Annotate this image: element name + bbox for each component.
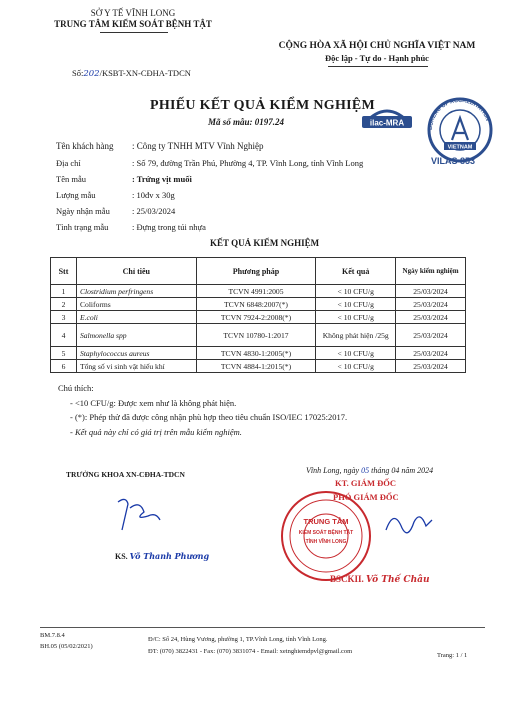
right-signer-prefix: BSCKII.: [330, 574, 364, 584]
column-header: Stt: [51, 258, 77, 285]
left-signer-name: [115, 551, 209, 561]
accreditation-seal: [422, 94, 498, 164]
accreditation-ring-text: BUREAU OF ACCREDITATION: [427, 97, 491, 131]
right-signature: [380, 500, 440, 550]
cell-result: < 10 CFU/g: [316, 298, 396, 311]
column-header: Phương pháp: [196, 258, 316, 285]
cell-parameter: Tổng số vi sinh vật hiếu khí: [76, 360, 196, 373]
right-signer-name: [330, 574, 430, 585]
cell-parameter: Coliforms: [76, 298, 196, 311]
info-label: Tình trạng mẫu: [56, 222, 109, 232]
cell-method: TCVN 4830-1:2005(*): [196, 347, 316, 360]
column-header: Ngày kiểm nghiệm: [396, 258, 466, 285]
cell-method: TCVN 7924-2:2008(*): [196, 311, 316, 324]
cell-date: 25/03/2024: [396, 285, 466, 298]
info-row-customer: [56, 141, 264, 151]
table-header-row: [51, 258, 466, 285]
signing-date: [306, 466, 433, 475]
results-section-title: KẾT QUẢ KIỂM NGHIỆM: [210, 238, 320, 248]
info-label: Địa chỉ: [56, 158, 81, 168]
info-label: Tên khách hàng: [56, 141, 114, 151]
info-value: : Đựng trong túi nhựa: [132, 222, 206, 232]
left-signer-prefix: KS.: [115, 552, 128, 561]
left-signature: [100, 490, 170, 540]
cell-date: 25/03/2024: [396, 347, 466, 360]
department-name: SỞ Y TẾ VĨNH LONG: [90, 8, 176, 18]
cell-method: TCVN 4991:2005: [196, 285, 316, 298]
note-item: - (*): Phép thử đã được công nhận phù hợp theo tiêu chuẩn ISO/IEC 17025:2017.: [70, 412, 348, 422]
cell-parameter: Staphylococcus aureus: [76, 347, 196, 360]
form-version: BH.05 (05/02/2021): [40, 643, 93, 650]
seal-emblem-icon: [452, 118, 468, 140]
cell-parameter: E.coli: [76, 311, 196, 324]
info-label: Ngày nhận mẫu: [56, 206, 110, 216]
cell-result: < 10 CFU/g: [316, 311, 396, 324]
footer-address: Đ/C: Số 24, Hùng Vương, phường 1, TP.Vĩnh Long, tỉnh Vĩnh Long.: [148, 636, 328, 643]
cell-stt: 1: [51, 285, 77, 298]
date-suffix: tháng 04 năm 2024: [371, 466, 434, 475]
document-title: PHIẾU KẾT QUẢ KIỂM NGHIỆM: [150, 98, 376, 113]
doc-number-prefix: Số:: [72, 68, 84, 78]
table-row: [51, 311, 466, 324]
info-row-address: [56, 158, 363, 168]
national-header: [262, 40, 492, 64]
date-day-handwritten: 05: [361, 466, 370, 475]
footer-contact: ĐT: (070) 3822431 - Fax: (070) 3831074 - Email: xetnghiemdpvl@gmail.com: [148, 648, 353, 655]
date-prefix: Vĩnh Long, ngày: [306, 466, 360, 475]
note-item: - <10 CFU/g: Được xem như là không phát hiện.: [70, 397, 237, 408]
cell-result: < 10 CFU/g: [316, 360, 396, 373]
cell-stt: 5: [51, 347, 77, 360]
ilac-text: ilac-MRA: [369, 118, 405, 128]
doc-number-handwritten: 202: [83, 69, 100, 79]
cell-parameter: Clostridium perfringens: [76, 285, 196, 298]
cell-result: < 10 CFU/g: [316, 347, 396, 360]
notes: [58, 381, 347, 439]
kt-director: KT. GIÁM ĐỐC: [335, 478, 396, 488]
info-value: : 10đv x 30g: [132, 190, 175, 200]
info-row-sample-name: [56, 174, 192, 184]
sample-number: Mã số mẫu: 0197.24: [208, 117, 285, 127]
cell-stt: 6: [51, 360, 77, 373]
official-stamp: [278, 488, 374, 584]
table-row: [51, 347, 466, 360]
results-table: [50, 257, 466, 373]
stamp-line-3: TỈNH VĨNH LONG: [305, 539, 347, 545]
info-row-condition: [56, 222, 206, 232]
cell-date: 25/03/2024: [396, 298, 466, 311]
info-label: Tên mẫu: [56, 174, 86, 184]
cell-date: 25/03/2024: [396, 324, 466, 347]
vilas-code: VILAS 853: [431, 156, 476, 166]
table-row: [51, 285, 466, 298]
left-signer-handwritten-name: Võ Thanh Phương: [129, 551, 210, 561]
cell-stt: 4: [51, 324, 77, 347]
footer-divider: [40, 627, 485, 628]
cell-parameter: Salmonella spp: [76, 324, 196, 347]
deputy-director: PHÓ GIÁM ĐỐC: [333, 492, 399, 502]
cell-stt: 3: [51, 311, 77, 324]
table-row: [51, 360, 466, 373]
agency-header: [48, 8, 218, 30]
info-row-quantity: [56, 190, 175, 200]
document-number: [72, 68, 191, 79]
info-value: : 25/03/2024: [132, 206, 176, 216]
notes-heading: Chú thích:: [58, 383, 94, 393]
info-value: : Số 79, đường Trần Phú, Phường 4, TP. Vĩnh Long, tỉnh Vĩnh Long: [132, 158, 364, 168]
table-row: [51, 298, 466, 311]
cell-method: TCVN 10780-1:2017: [196, 324, 316, 347]
cell-method: TCVN 4884-1:2015(*): [196, 360, 316, 373]
doc-number-suffix: /KSBT-XN-CĐHA-TDCN: [99, 68, 191, 78]
country-name: CỘNG HÒA XÃ HỘI CHỦ NGHĨA VIỆT NAM: [278, 41, 476, 51]
header-underline: [100, 32, 168, 33]
cell-result: < 10 CFU/g: [316, 285, 396, 298]
column-header: Kết quả: [316, 258, 396, 285]
table-row: [51, 324, 466, 347]
page-number: Trang: 1 / 1: [437, 652, 468, 659]
form-code: BM.7.8.4: [40, 632, 65, 639]
column-header: Chỉ tiêu: [76, 258, 196, 285]
motto-underline: [328, 66, 428, 67]
cell-result: Không phát hiện /25g: [316, 324, 396, 347]
left-signer-title: TRƯỞNG KHOA XN-CĐHA-TDCN: [66, 470, 185, 479]
right-signer-handwritten-name: Võ Thế Châu: [366, 575, 430, 585]
center-name: TRUNG TÂM KIỂM SOÁT BỆNH TẬT: [54, 19, 212, 29]
stamp-line-1: TRUNG TÂM: [303, 517, 349, 526]
info-value: : Công ty TNHH MTV Vĩnh Nghiệp: [132, 141, 264, 151]
stamp-line-2: KIỂM SOÁT BỆNH TẬT: [298, 530, 354, 536]
info-label: Lượng mẫu: [56, 190, 96, 200]
cell-stt: 2: [51, 298, 77, 311]
cell-date: 25/03/2024: [396, 311, 466, 324]
validity-note: - Kết quả này chỉ có giá trị trên mẫu kiểm nghiệm.: [70, 426, 242, 437]
cell-method: TCVN 6848:2007(*): [196, 298, 316, 311]
seal-country-text: VIETNAM: [447, 144, 473, 151]
info-row-received-date: [56, 206, 175, 216]
info-value: : Trứng vịt muối: [132, 174, 192, 184]
national-motto: Độc lập - Tự do - Hạnh phúc: [325, 53, 429, 63]
cell-date: 25/03/2024: [396, 360, 466, 373]
